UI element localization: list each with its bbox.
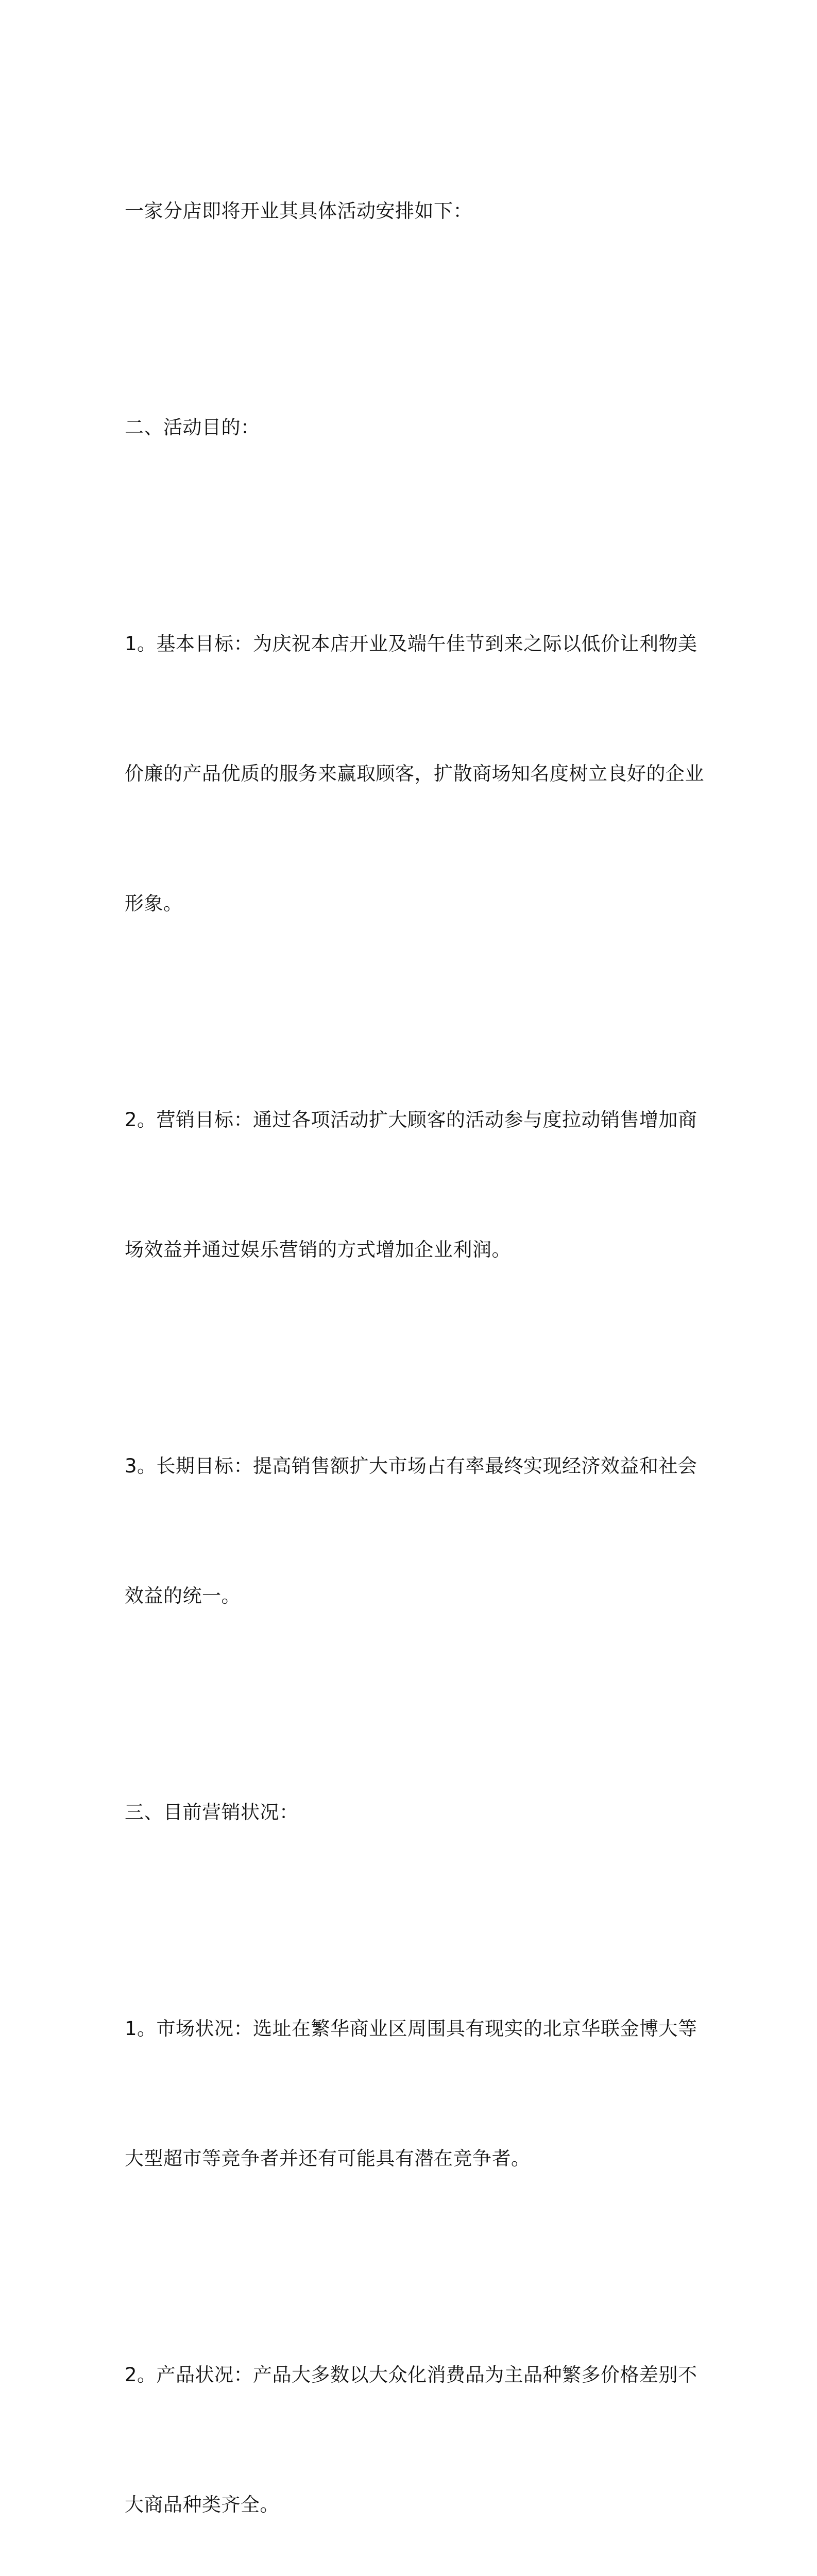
text-line: 三、目前营销状况： [125, 1801, 299, 1823]
text-line: 场效益并通过娱乐营销的方式增加企业利润。 [125, 1239, 511, 1261]
text-line: 大商品种类齐全。 [125, 2494, 279, 2516]
paragraph-long-term-goal [125, 1358, 702, 1704]
text-line: 大型超市等竞争者并还有可能具有潜在竞争者。 [125, 2147, 531, 2170]
paragraph-marketing-goal [125, 1012, 702, 1358]
paragraph-basic-goal [125, 536, 702, 1012]
paragraph-product-status [125, 2267, 702, 2576]
text-line: 一家分店即将开业其具体活动安排如下： [125, 200, 472, 222]
text-line: 1。基本目标：为庆祝本店开业及端午佳节到来之际以低价让利物美 [125, 633, 697, 655]
text-line: 价廉的产品优质的服务来赢取顾客，扩散商场知名度树立良好的企业 [125, 762, 704, 785]
heading-activity-goals [125, 319, 702, 536]
paragraph-market-status [125, 1921, 702, 2267]
text-line: 效益的统一。 [125, 1585, 241, 1607]
text-line: 2。产品状况：产品大多数以大众化消费品为主品种繁多价格差别不 [125, 2364, 697, 2386]
paragraph-intro [125, 103, 702, 319]
document-body [125, 103, 702, 2576]
text-line: 形象。 [125, 892, 183, 914]
heading-current-marketing [125, 1704, 702, 1921]
text-line: 2。营销目标：通过各项活动扩大顾客的活动参与度拉动销售增加商 [125, 1109, 697, 1131]
text-line: 二、活动目的： [125, 416, 260, 438]
text-line: 1。市场状况：选址在繁华商业区周围具有现实的北京华联金博大等 [125, 2018, 697, 2040]
text-line: 3。长期目标：提高销售额扩大市场占有率最终实现经济效益和社会 [125, 1455, 697, 1477]
